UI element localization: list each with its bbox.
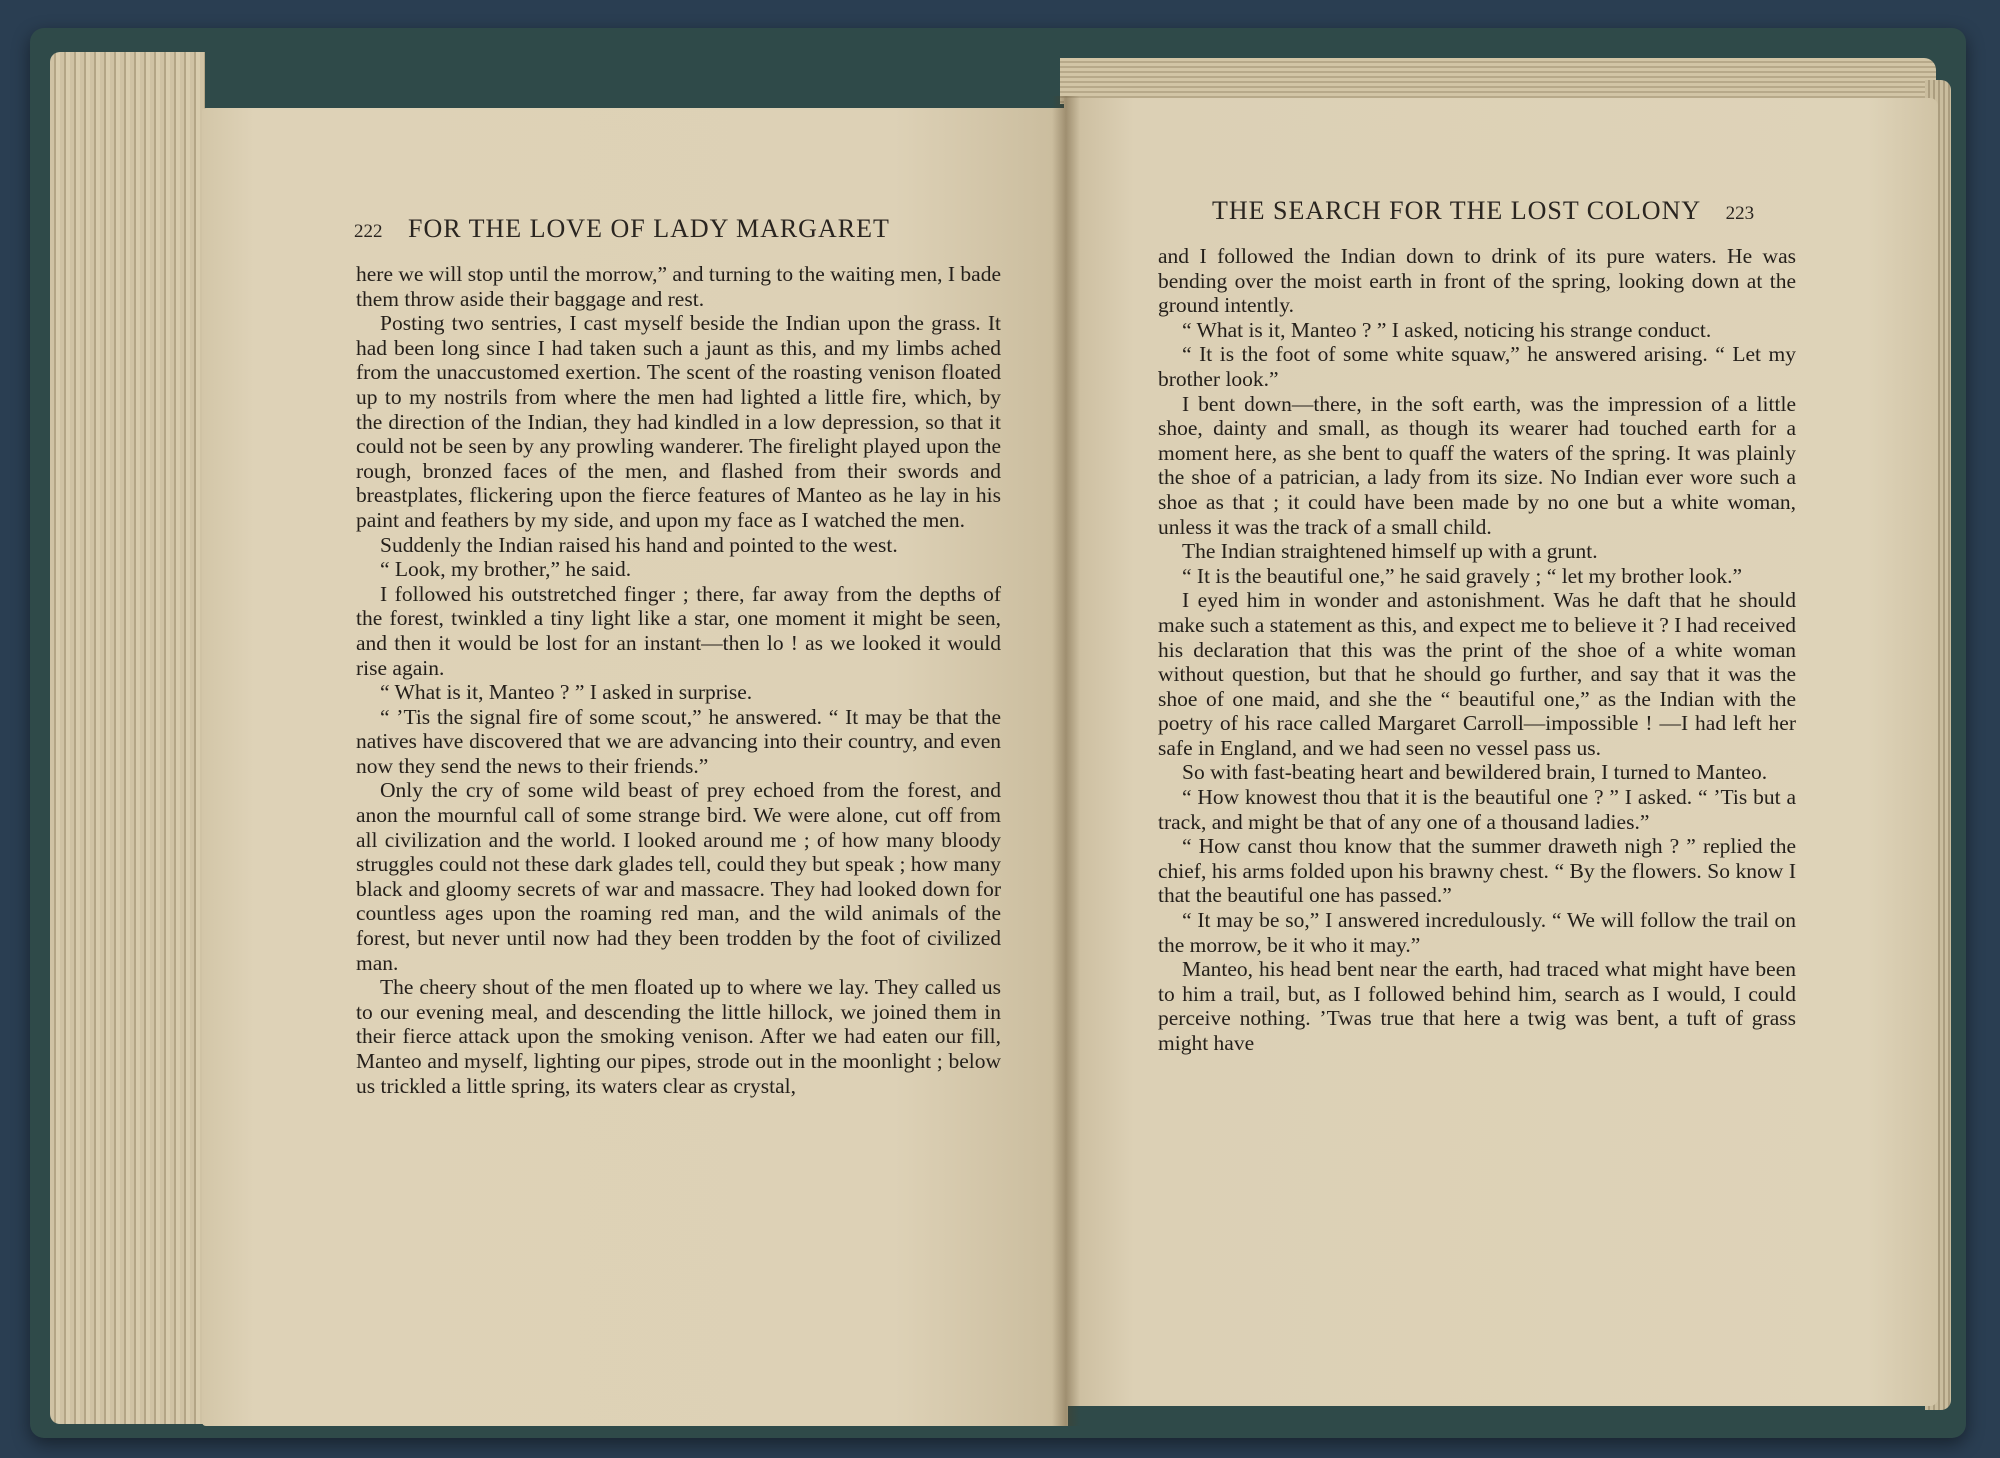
paragraph: “ It is the beautiful one,” he said gravely ; “ let my brother look.” (1182, 563, 1743, 588)
paragraph: “ It is the foot of some white squaw,” he answered arising. “ Let my brother look.” (1158, 342, 1796, 391)
paragraph: “ What is it, Manteo ? ” I asked, noticing his strange conduct. (1182, 317, 1712, 342)
paragraph: The cheery shout of the men floated up to where we lay. They called us to our evening meal, and descending the little hillock, we joined them in their fierce attack upon the smoking venison. After we had eaten our fill, Manteo and myself, lighting our pipes, strode out in the moonlight ; below us trickled a little spring, its waters clear as crystal, (356, 975, 1001, 1098)
left-page-text (356, 262, 1001, 1098)
paragraph: The Indian straightened himself up with a grunt. (1182, 539, 1598, 564)
left-running-head (354, 214, 890, 244)
paragraph: Only the cry of some wild beast of prey echoed from the forest, and anon the mournful call of some strange bird. We were alone, cut off from all civilization and the world. I looked around me ; of how many bloody struggles could not these dark glades tell, could they but speak ; how many black and gloomy secrets of war and massacre. They had looked down for countless ages upon the roaming red man, and the wild animals of the forest, but never until now had they been trodden by the foot of civilized man. (356, 778, 1001, 975)
paragraph: Manteo, his head bent near the earth, had traced what might have been to him a trail, but, as I followed behind him, search as I would, I could perceive nothing. ’Twas true that here a twig was bent, a tuft of grass might have (1158, 957, 1796, 1055)
page-edges-left (50, 52, 205, 1424)
right-head-title: THE SEARCH FOR THE LOST COLONY (1212, 196, 1701, 225)
paragraph: I eyed him in wonder and astonishment. Was he daft that he should make such a statement as this, and expect me to believe it ? I had received his declaration that this was the print of the shoe of a white woman without question, but that he should go further, and say that it was the shoe of one maid, and she the “ beautiful one,” as the Indian with the poetry of his race called Margaret Carroll—impossible ! —I had left her safe in England, and we had seen no vessel pass us. (1158, 588, 1796, 760)
paragraph: “ How canst thou know that the summer draweth nigh ? ” replied the chief, his arms folded upon his brawny chest. “ By the flowers. So know I that the beautiful one has passed.” (1158, 834, 1796, 908)
right-running-head (1212, 196, 1754, 226)
book-gutter (1052, 96, 1080, 1426)
left-head-title: FOR THE LOVE OF LADY MARGARET (408, 214, 890, 243)
paragraph: “ What is it, Manteo ? ” I asked in surprise. (380, 680, 753, 705)
paragraph: I followed his outstretched finger ; there, far away from the depths of the forest, twinkled a tiny light like a star, one moment it might be seen, and then it would be lost for an instant—then lo ! as we looked it would rise again. (356, 581, 1001, 680)
paragraph: Suddenly the Indian raised his hand and pointed to the west. (380, 532, 898, 557)
paragraph: “ Look, my brother,” he said. (380, 557, 632, 582)
paragraph: “ ’Tis the signal fire of some scout,” he answered. “ It may be that the natives have discovered that we are advancing into their country, and even now they send the news to their friends.” (356, 704, 1001, 778)
paragraph: I bent down—there, in the soft earth, was the impression of a little shoe, dainty and small, as though its wearer had touched earth for a moment here, as she bent to quaff the waters of the spring. It was plainly the shoe of a patrician, a lady from its size. No Indian ever wore such a shoe as that ; it could have been made by no one but a white woman, unless it was the track of a small child. (1158, 391, 1796, 539)
paragraph: “ It may be so,” I answered incredulously. “ We will follow the trail on the morrow, be it who it may.” (1158, 908, 1796, 957)
left-page-number: 222 (354, 221, 383, 242)
paragraph: “ How knowest thou that it is the beautiful one ? ” I asked. “ ’Tis but a track, and might be that of any one of a thousand ladies.” (1158, 785, 1796, 834)
paragraph: So with fast-beating heart and bewildered brain, I turned to Manteo. (1182, 760, 1768, 785)
paragraph: and I followed the Indian down to drink of its pure waters. He was bending over the moist earth in front of the spring, looking down at the ground intently. (1158, 244, 1796, 318)
right-page-text (1158, 244, 1796, 1056)
right-page-number: 223 (1725, 203, 1755, 224)
paragraph: here we will stop until the morrow,” and turning to the waiting men, I bade them throw aside their baggage and rest. (356, 262, 1001, 311)
paragraph: Posting two sentries, I cast myself beside the Indian upon the grass. It had been long since I had taken such a jaunt as this, and my limbs ached from the unaccustomed exertion. The scent of the roasting venison floated up to my nostrils from where the men had lighted a little fire, which, by the direction of the Indian, they had kindled in a low depression, so that it could not be seen by any prowling wanderer. The firelight played upon the rough, bronzed faces of the men, and flashed from their swords and breastplates, flickering upon the fierce features of Manteo as he lay in his paint and feathers by my side, and upon my face as I watched the men. (356, 311, 1001, 532)
